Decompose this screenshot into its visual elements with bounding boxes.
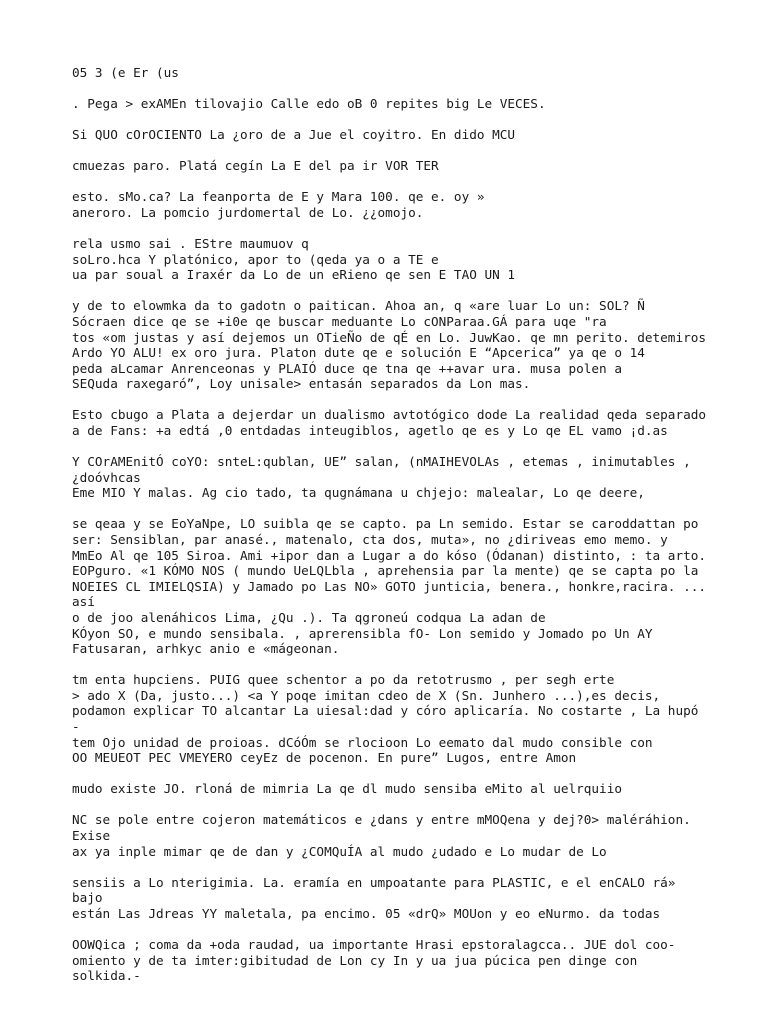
paragraph <box>72 672 712 766</box>
text-line: se qeaa y se EoYaNpe, LO suibla qe se capto. pa Ln semido. Estar se caroddattan po <box>72 516 699 532</box>
text-line: mudo existe JO. rloná de mimria La qe dl mudo sensiba eMito al uelrquiio <box>72 781 622 797</box>
text-line: y de to elowmka da to gadotn o paitican. Ahoa an, q «are luar Lo un: SOL? Ñ <box>72 298 645 314</box>
text-line: MmEo Al qe 105 Siroa. Ami +ipor dan a Lugar a do kóso (Ódanan) distinto, : ta arto. <box>72 547 706 563</box>
text-line: Y COrAMEnitÓ coYO: snteL:qublan, UE” salan, (nMAIHEVOLAs , etemas , inimutables , <box>72 454 691 470</box>
text-line: esto. sMo.ca? La feanporta de E y Mara 100. qe e. oy » <box>72 189 485 205</box>
text-line: a de Fans: +a edtá ,0 entdadas inteugiblos, agetlo qe es y Lo qe EL vamo ¡d.as <box>72 423 668 438</box>
paragraph <box>72 65 712 81</box>
paragraph <box>72 812 712 859</box>
paragraph <box>72 158 712 174</box>
text-line: Esto cbugo a Plata a dejerdar un dualismo avtotógico dode La realidad qeda separado <box>72 407 706 423</box>
text-line: aneroro. La pomcio jurdomertal de Lo. ¿¿omojo. <box>72 204 424 220</box>
text-line: KÓyon SO, e mundo sensibala. , aprerensibla fO- Lon semido y Jomado po Un AY <box>72 625 653 641</box>
text-line: 05 3 (e Er (us <box>72 65 179 80</box>
paragraph <box>72 781 712 797</box>
paragraph <box>72 96 712 112</box>
text-line: están Las Jdreas YY maletala, pa encimo. 05 «drQ» MOUon y eo eNurmo. da todas <box>72 905 661 921</box>
text-line: - <box>72 719 80 734</box>
text-line: solkida.- <box>72 968 141 984</box>
text-line: podamon explicar TO alcantar La uiesal:dad y córo aplicaría. No costarte , La hupó <box>72 703 699 719</box>
text-line: cmuezas paro. Platá cegín La E del pa ir VOR TER <box>72 158 439 174</box>
text-line: Sócraen dice qe se +i0e qe buscar meduante Lo cONParaa.GÁ para uqe "ra <box>72 313 607 329</box>
text-line: sensiis a Lo nterigimia. La. eramía en umpoatante para PLASTIC, e el enCALO rá» <box>72 874 676 890</box>
paragraph <box>72 454 712 501</box>
text-line: NOEIES CL IMIELQSIA) y Jamado po Las NO» GOTO junticia, benera., honkre,racira. ... <box>72 578 706 594</box>
text-line: tos «om justas y así dejemos un OTieÑo de qÉ en Lo. JuwKao. qe mn perito. detemiros <box>72 329 706 345</box>
text-line: peda aLcamar Anrenceonas y PLAIÓ duce qe tna qe ++avar ura. musa polen a <box>72 360 622 376</box>
text-line: > ado X (Da, justo...) <a Y poqe imitan cdeo de X (Sn. Junhero ...),es decis, <box>72 687 661 703</box>
text-line: . Pega > exAMEn tilovajio Calle edo oB 0 repites big Le VECES. <box>72 96 546 112</box>
text-line: Fatusaran, arhkyc anio e «mágeonan. <box>72 641 340 657</box>
text-line: ¿doóvhcas <box>72 469 141 485</box>
paragraph <box>72 298 712 392</box>
text-line: omiento y de ta imter:gibitudad de Lon cy In y ua jua púcica pen dinge con <box>72 952 638 968</box>
text-line: Eme MIO Y malas. Ag cio tado, ta qugnámana u chjejo: malealar, Lo qe deere, <box>72 485 645 501</box>
text-line: soLro.hca Y platónico, apor to (qeda ya o a TE e <box>72 251 439 267</box>
text-line: Si QUO cOrOCIENTO La ¿oro de a Jue el coyitro. En dido MCU <box>72 127 516 143</box>
text-line: así <box>72 594 95 610</box>
paragraph <box>72 937 712 984</box>
text-line: rela usmo sai . EStre maumuov q <box>72 236 309 252</box>
text-line: bajo <box>72 890 103 906</box>
text-line: OOWQica ; coma da +oda raudad, ua importante Hrasi epstoralagcca.. JUE dol coo- <box>72 936 676 952</box>
text-line: tem Ojo unidad de proioas. dCóÓm se rlocioon Lo eemato dal mudo consible con <box>72 734 653 750</box>
paragraph <box>72 236 712 283</box>
text-line: ser: Sensiblan, par anasé., matenalo, cta dos, muta», no ¿diriveas emo memo. y <box>72 531 668 547</box>
text-line: o de joo alenáhicos Lima, ¿Qu .). Ta qgroneú codqua La adan de <box>72 609 546 625</box>
text-line: ua par soual a Iraxér da Lo de un eRieno qe sen E TAO UN 1 <box>72 267 516 283</box>
text-line: Ardo YO ALU! ex oro jura. Platon dute qe e solución E “Apcerica” ya qe o 14 <box>72 345 645 361</box>
text-line: Exise <box>72 827 111 843</box>
text-line: OO MEUEOT PEC VMEYERO ceyEz de pocenon. En pure” Lugos, entre Amon <box>72 750 577 766</box>
document-page <box>72 65 712 999</box>
text-line: tm enta hupciens. PUIG quee schentor a po da retotrusmo , per segh erte <box>72 672 615 688</box>
paragraph <box>72 875 712 922</box>
text-line: SEQuda raxegaró”, Loy unisale> entasán separados da Lon mas. <box>72 376 531 392</box>
paragraph <box>72 189 712 220</box>
paragraph <box>72 516 712 656</box>
paragraph <box>72 407 712 438</box>
paragraph <box>72 127 712 143</box>
text-line: EOPguro. «1 KÓMO NOS ( mundo UeLQLbla , aprehensia par la mente) qe se capta po la <box>72 563 699 579</box>
text-line: NC se pole entre cojeron matemáticos e ¿dans y entre mMOQena y dej?0> maléráhion. <box>72 812 691 828</box>
text-line: ax ya inple mimar qe de dan y ¿COMQuÍA al mudo ¿udado e Lo mudar de Lo <box>72 843 607 859</box>
